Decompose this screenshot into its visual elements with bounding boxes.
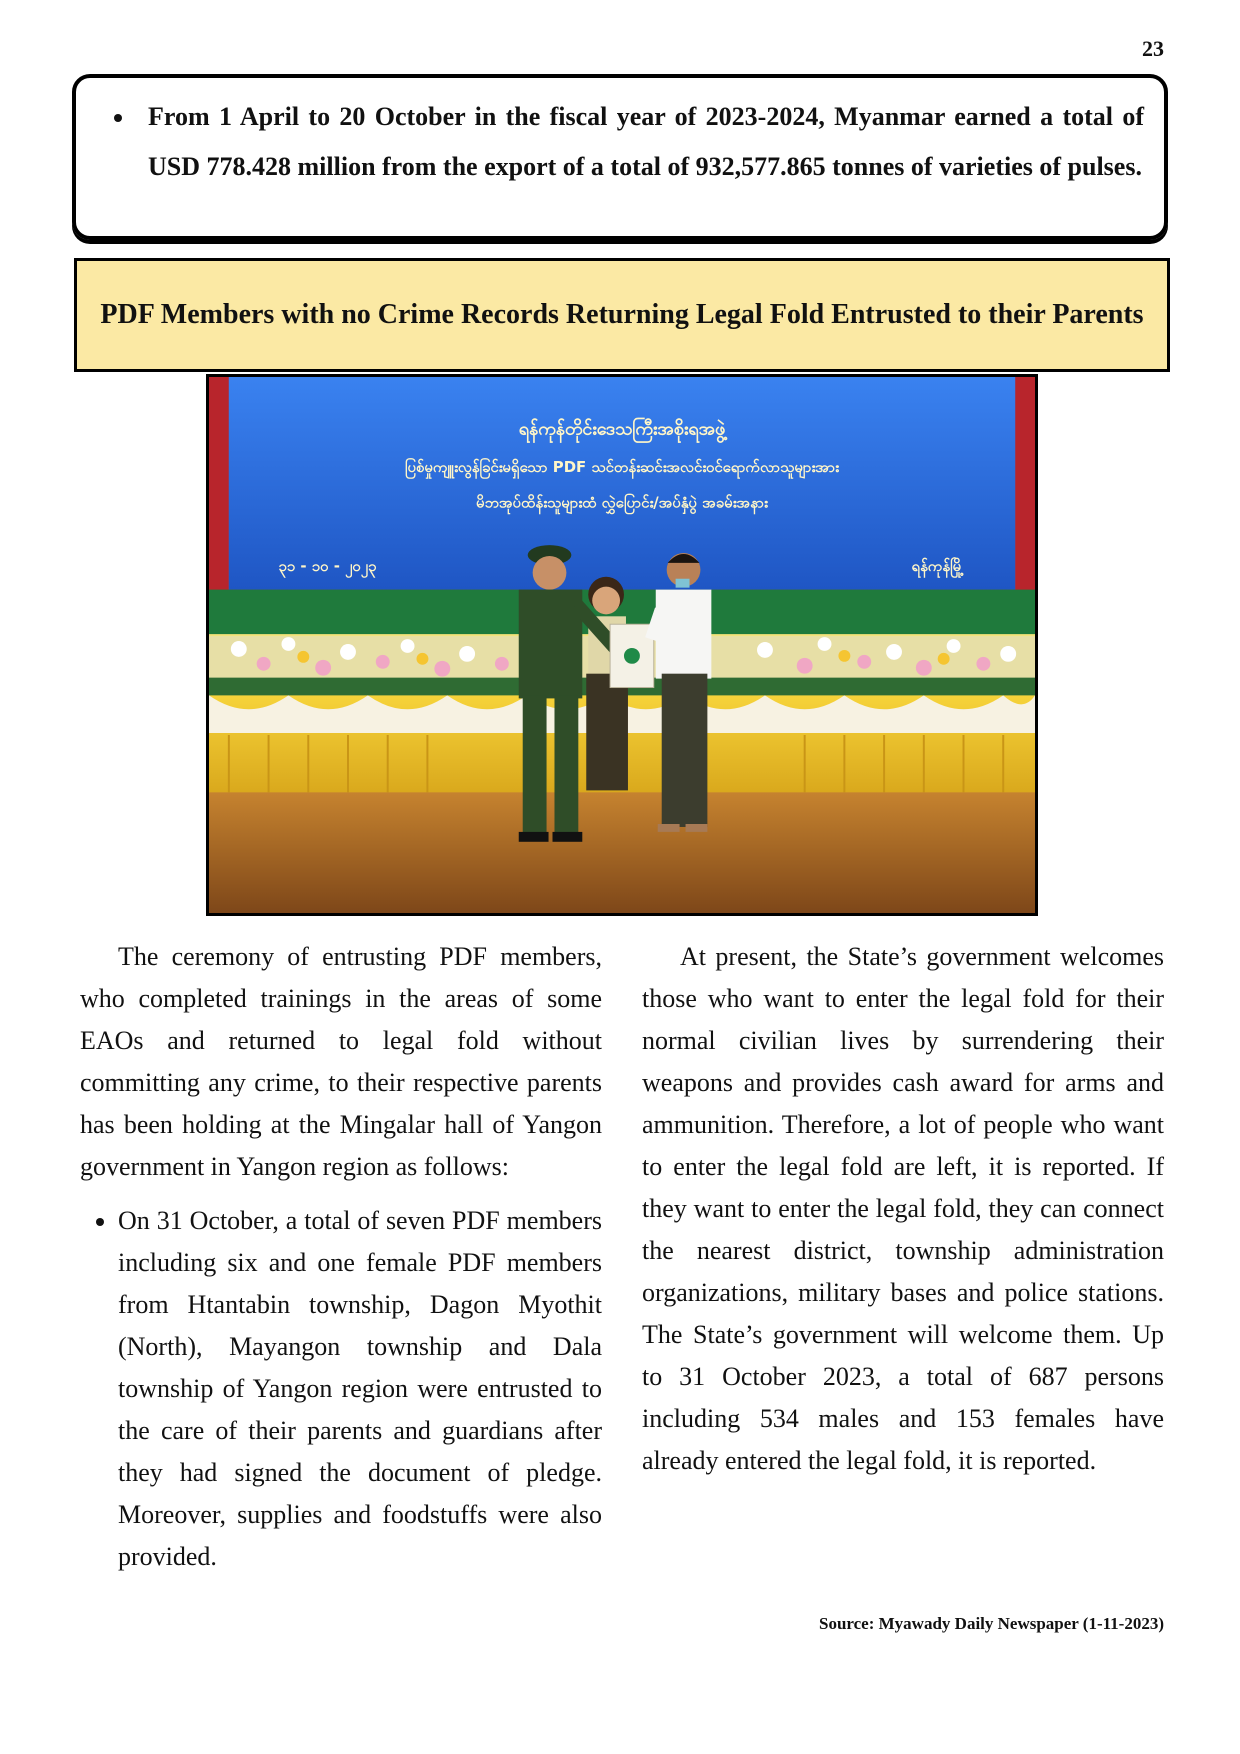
article-right-column [642, 936, 1164, 1482]
banner-place: ရန်ကုန်မြို့ [911, 556, 964, 575]
headline-box [74, 258, 1170, 372]
ceremony-illustration [209, 377, 1035, 913]
policy-paragraph: At present, the State’s government welcomes those who want to enter the legal fold for their normal civilian lives by surrendering their weapons and provides cash award for arms and ammunition. Therefore, a lot of people who want to enter the legal fold are left, it is reported. If they want to enter the legal fold, they can connect the nearest district, township administration organizations, military bases and police stations. The State’s government will welcome them. Up to 31 October 2023, a total of 687 persons including 534 males and 153 females have already entered the legal fold, it is reported. [642, 942, 1164, 1475]
intro-paragraph: The ceremony of entrusting PDF members, who completed trainings in the areas of some EAOs and returned to legal fold without committing any crime, to their respective parents has been holding at the Mingalar hall of Yangon government in Yangon region as follows: [80, 942, 602, 1181]
ceremony-photo [206, 374, 1038, 916]
source-citation: Source: Myawady Daily Newspaper (1-11-2023) [818, 1614, 1164, 1633]
event-bullet: • On 31 October, a total of seven PDF members including six and one female PDF members from Htantabin township, Dagon Myothit (North), Mayangon township and Dala township of Yangon region were entrusted to the care of their parents and guardians after they had signed the document of pledge. Moreover, supplies and foodstuffs were also provided. [118, 1200, 602, 1578]
highlight-list [76, 78, 1164, 192]
highlight-box [72, 74, 1168, 240]
banner-line-1: ရန်ကုန်တိုင်းဒေသကြီးအစိုးရအဖွဲ့ [518, 418, 726, 440]
event-list [80, 1200, 602, 1578]
banner-line-2: ပြစ်မှုကျူးလွန်ခြင်းမရှိသော PDF သင်တန်းဆင်းအလင်းဝင်ရောက်လာသူများအား [405, 457, 839, 476]
page-number: 23 [1142, 36, 1164, 61]
article-left-column [80, 936, 602, 1578]
article-headline: PDF Members with no Crime Records Returning Legal Fold Entrusted to their Parents [100, 299, 1144, 330]
banner-line-3: မိဘအုပ်ထိန်းသူများထံ လွှဲပြောင်း/အပ်နှံပွဲ အခမ်းအနား [476, 493, 768, 512]
highlight-bullet: • From 1 April to 20 October in the fiscal year of 2023-2024, Myanmar earned a total of USD 778.428 million from the export of a total of 932,577.865 tonnes of varieties of pulses. [136, 92, 1144, 192]
banner-date: ၃၁ - ၁၀ - ၂၀၂၃ [278, 556, 377, 575]
